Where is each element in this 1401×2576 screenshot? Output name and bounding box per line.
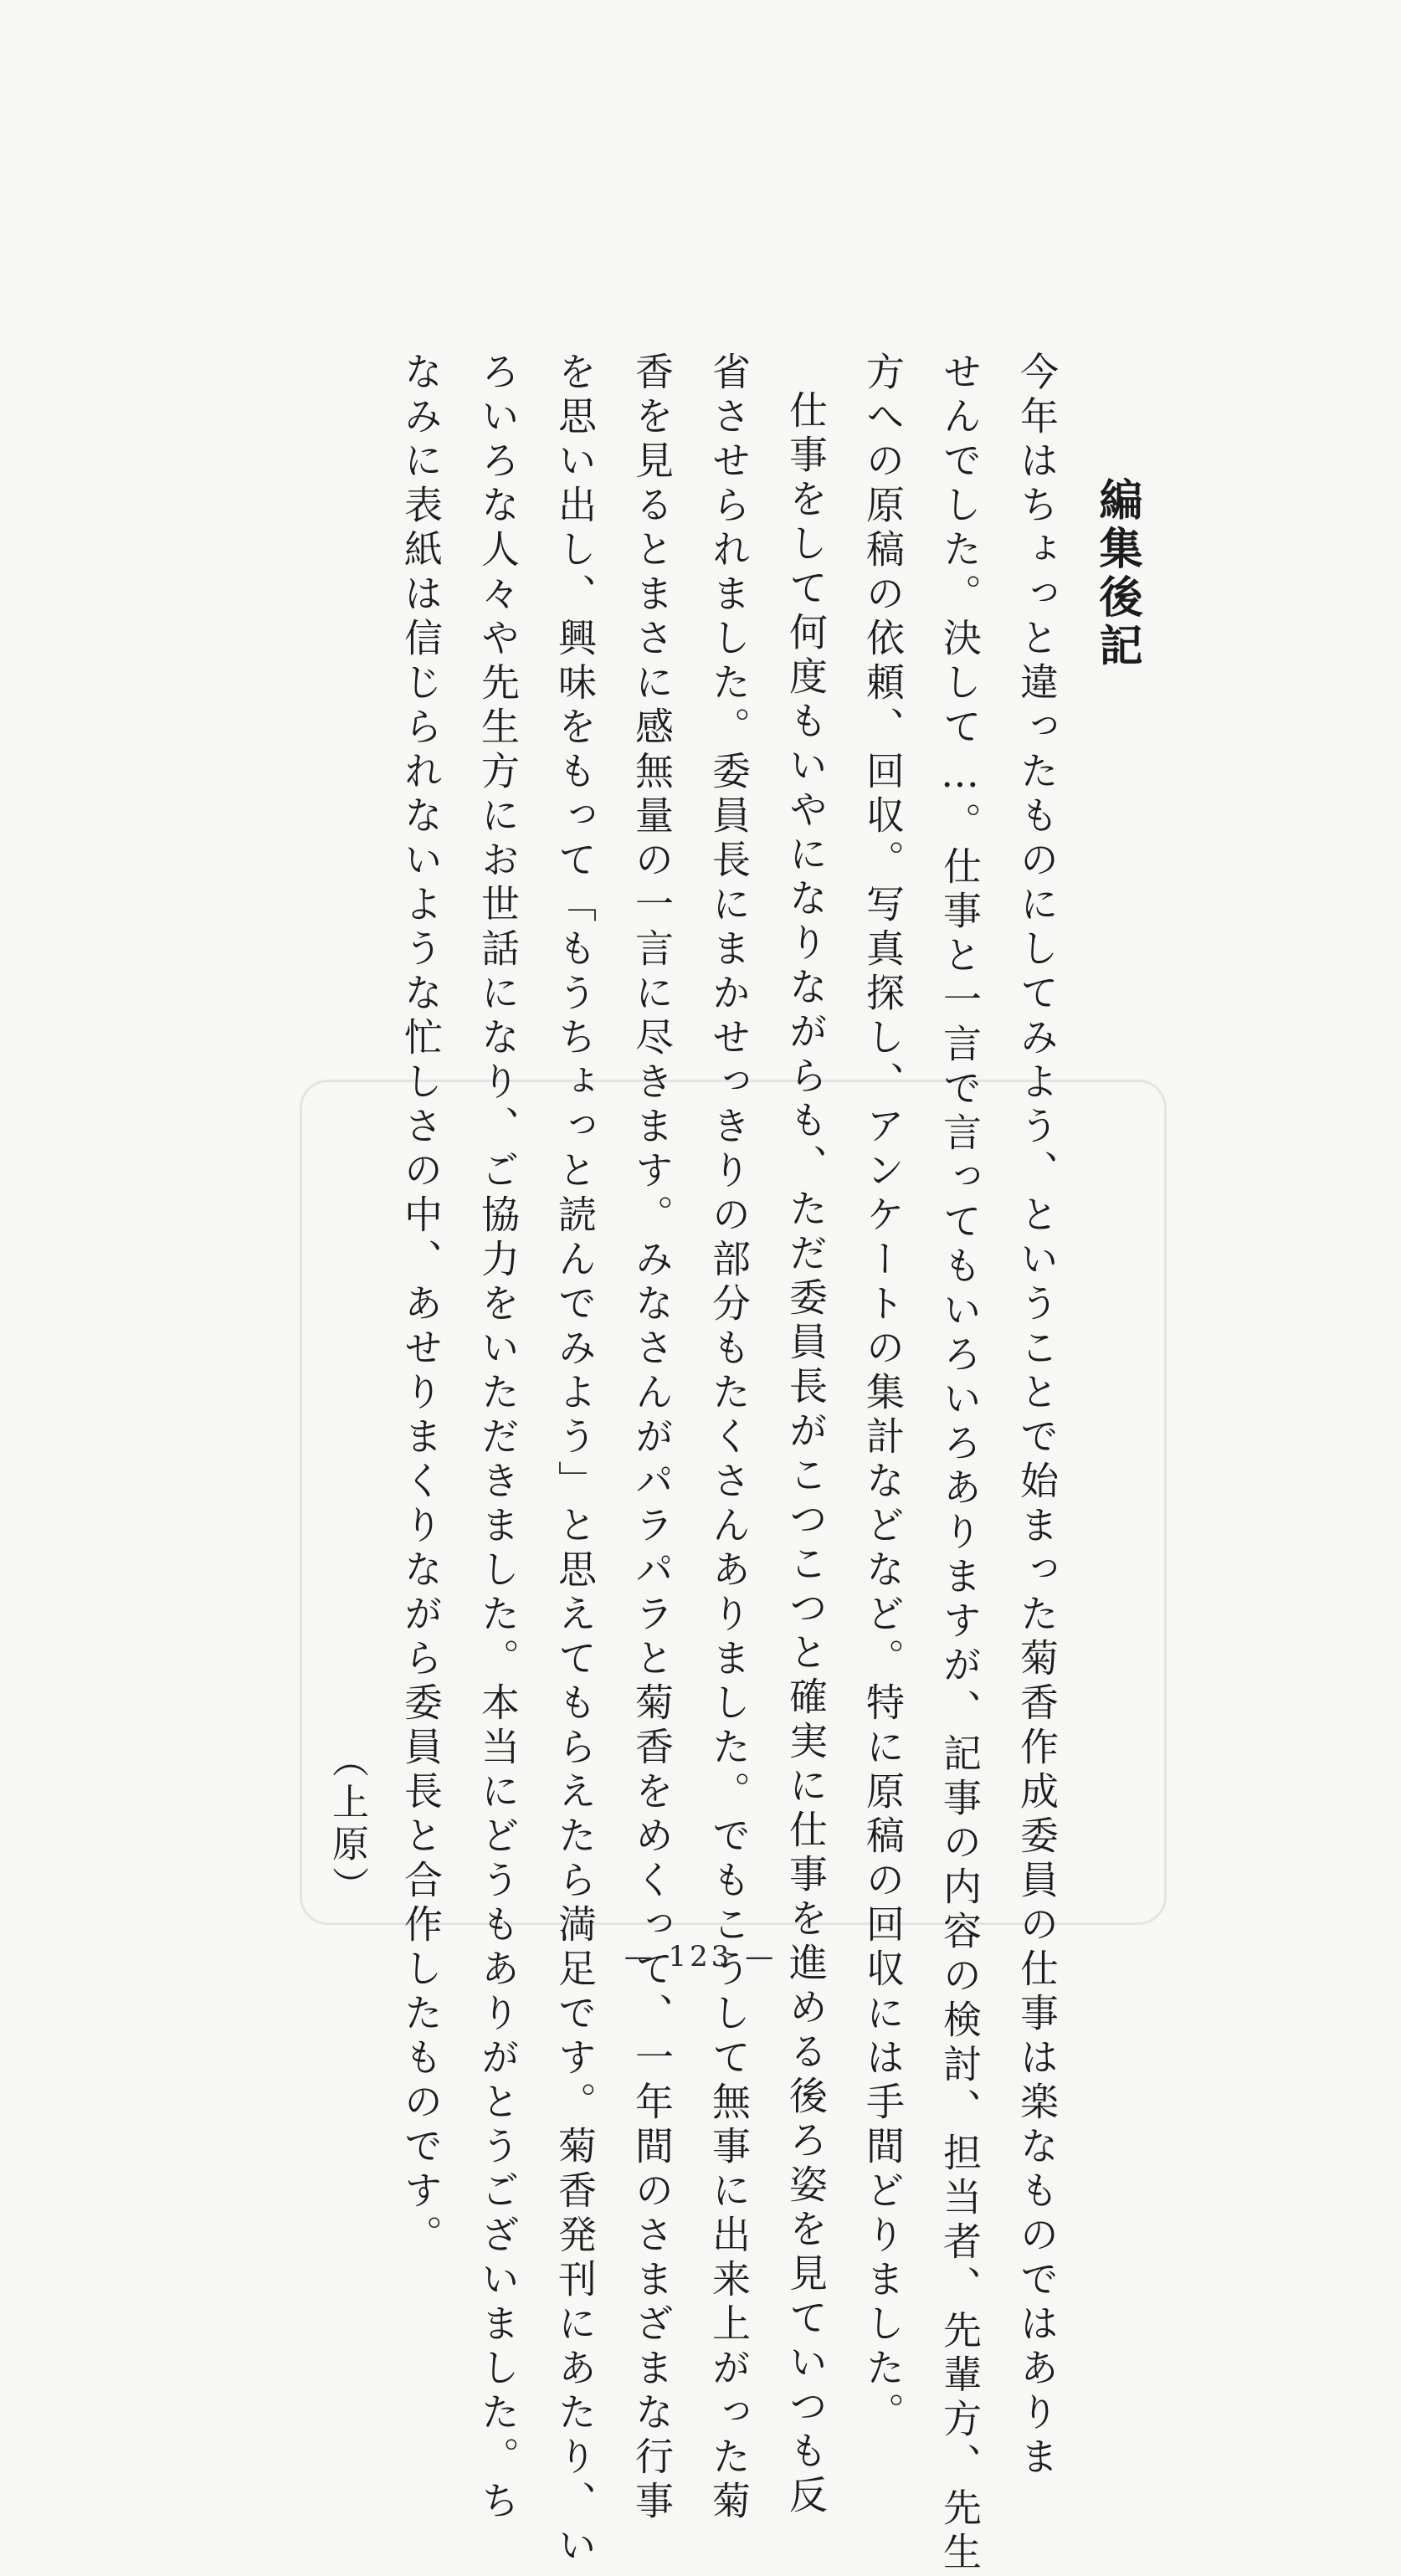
text-column: せんでした。決して…。仕事と一言で言ってもいろいろありますが、記事の内容の検討、担当者、先輩方、先生 bbox=[937, 352, 983, 2576]
text-column: なみに表紙は信じられないような忙しさの中、あせりまくりながら委員長と合作したものです。 bbox=[398, 352, 444, 2259]
text-column: ろいろな人々や先生方にお世話になり、ご協力をいただきました。本当にどうもありがとうございました。ち bbox=[475, 352, 521, 2525]
text-column: を思い出し、興味をもって「もうちょっと読んでみよう」と思えてもらえたら満足です。菊香発刊にあたり、い bbox=[552, 352, 598, 2569]
text-column: 香を見るとまさに感無量の一言に尽きます。みなさんがパラパラと菊香をめくって、一年間のさまざまな行事 bbox=[629, 352, 675, 2525]
text-column: 仕事をして何度もいやになりながらも、ただ委員長がこつこつと確実に仕事を進める後ろ姿を見ていつも反 bbox=[783, 390, 829, 2519]
page-number: — 123 — bbox=[624, 1940, 777, 1973]
page-title: 編集後記 bbox=[1091, 477, 1142, 671]
text-column: 方への原稿の依頼、回収。写真探し、アンケートの集計などなど。特に原稿の回収には手間どりました。 bbox=[860, 352, 906, 2436]
text-column: 今年はちょっと違ったものにしてみよう、ということで始まった菊香作成委員の仕事は楽なものではありま bbox=[1014, 352, 1060, 2481]
text-column: 省させられました。委員長にまかせっきりの部分もたくさんありました。でもこうして無事に出来上がった菊 bbox=[706, 352, 752, 2525]
author-signature: （上原） bbox=[326, 1741, 368, 1908]
